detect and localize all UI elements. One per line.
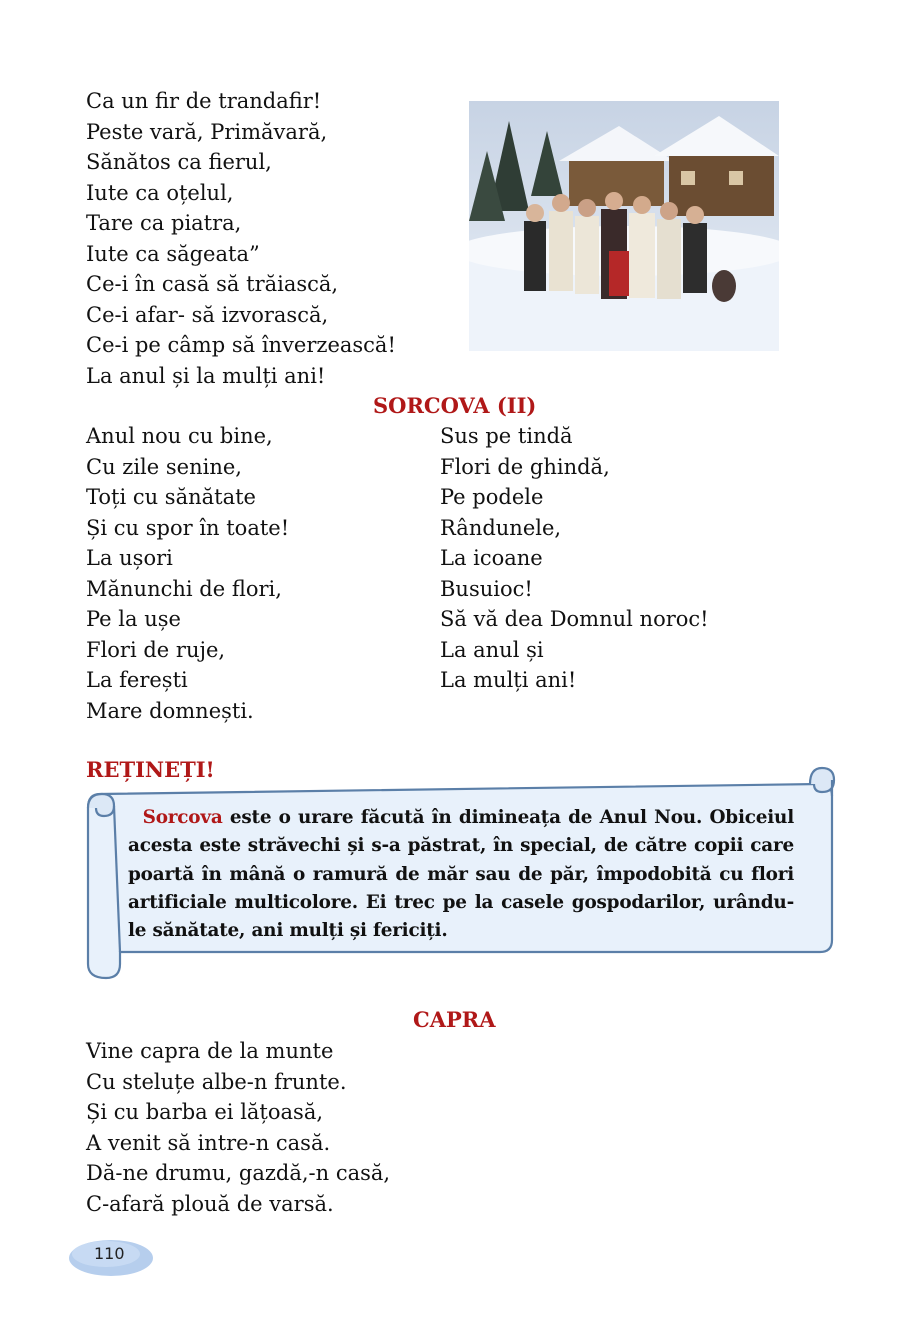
- poem-line: Mănunchi de flori,: [86, 576, 282, 601]
- sorcova-left-column: [86, 421, 289, 726]
- poem-line: A venit să intre-n casă.: [86, 1130, 331, 1155]
- poem-line: Iute ca oțelul,: [86, 180, 234, 205]
- poem-line: Cu steluțe albe-n frunte.: [86, 1069, 347, 1094]
- poem-line: Flori de ghindă,: [440, 454, 610, 479]
- note-text: este o urare făcută în dimineața de Anul Nou. Obiceiul acesta este străvechi și s-a păstrat, în special, de către copii care poartă în mână o ramură de măr sau de păr, împodobită cu flori artificiale multicolore. Ei trec pe la casele gospodarilor, urându-le sănătate, ani mulți și fericiți.: [128, 807, 794, 942]
- page-number: 110: [94, 1244, 125, 1263]
- poem-line: La ușori: [86, 546, 173, 570]
- section-title-sorcova-ii: SORCOVA (II): [373, 393, 537, 418]
- sorcova-right-column: [440, 421, 709, 696]
- poem-line: Pe la ușe: [86, 607, 181, 631]
- poem-line: Și cu spor în toate!: [86, 515, 290, 540]
- poem-line: La anul și: [440, 637, 544, 662]
- poem-line: Și cu barba ei lățoasă,: [86, 1100, 324, 1124]
- poem-line: Vine capra de la munte: [86, 1039, 334, 1063]
- poem-line: La anul și la mulți ani!: [86, 363, 326, 388]
- poem-line: Anul nou cu bine,: [86, 424, 273, 448]
- poem-line: La ferești: [86, 668, 188, 692]
- poem-line: Tare ca piatra,: [86, 211, 242, 235]
- poem-line: Toți cu sănătate: [86, 485, 256, 509]
- poem-line: Ce-i pe câmp să înverzească!: [86, 333, 396, 357]
- poem-line: Ce-i în casă să trăiască,: [86, 272, 339, 296]
- poem-line: Cu zile senine,: [86, 454, 242, 479]
- intro-poem: [86, 86, 396, 391]
- retineti-heading: REȚINEȚI!: [86, 757, 215, 782]
- poem-line: Sus pe tindă: [440, 424, 573, 448]
- poem-line: Rândunele,: [440, 515, 562, 540]
- poem-line: Sănătos ca fierul,: [86, 150, 272, 174]
- poem-line: C-afară plouă de varsă.: [86, 1191, 334, 1216]
- poem-line: Mare domnești.: [86, 698, 254, 723]
- poem-line: Dă-ne drumu, gazdă,-n casă,: [86, 1161, 391, 1185]
- poem-line: La mulți ani!: [440, 668, 577, 692]
- section-title-capra: CAPRA: [413, 1007, 496, 1032]
- poem-line: La icoane: [440, 546, 543, 570]
- poem-line: Pe podele: [440, 485, 544, 509]
- winter-carolers-photo: [469, 101, 779, 351]
- sorcova-definition-note: [128, 804, 794, 945]
- poem-line: Să vă dea Domnul noroc!: [440, 607, 709, 631]
- poem-line: Ce-i afar- să izvorască,: [86, 302, 329, 327]
- poem-line: Flori de ruje,: [86, 637, 226, 662]
- poem-line: Busuioc!: [440, 576, 533, 601]
- poem-line: Ca un fir de trandafir!: [86, 89, 322, 113]
- keyword-sorcova: Sorcova: [142, 807, 223, 828]
- poem-line: Iute ca săgeata”: [86, 241, 260, 266]
- capra-poem: [86, 1036, 390, 1219]
- poem-line: Peste vară, Primăvară,: [86, 119, 328, 144]
